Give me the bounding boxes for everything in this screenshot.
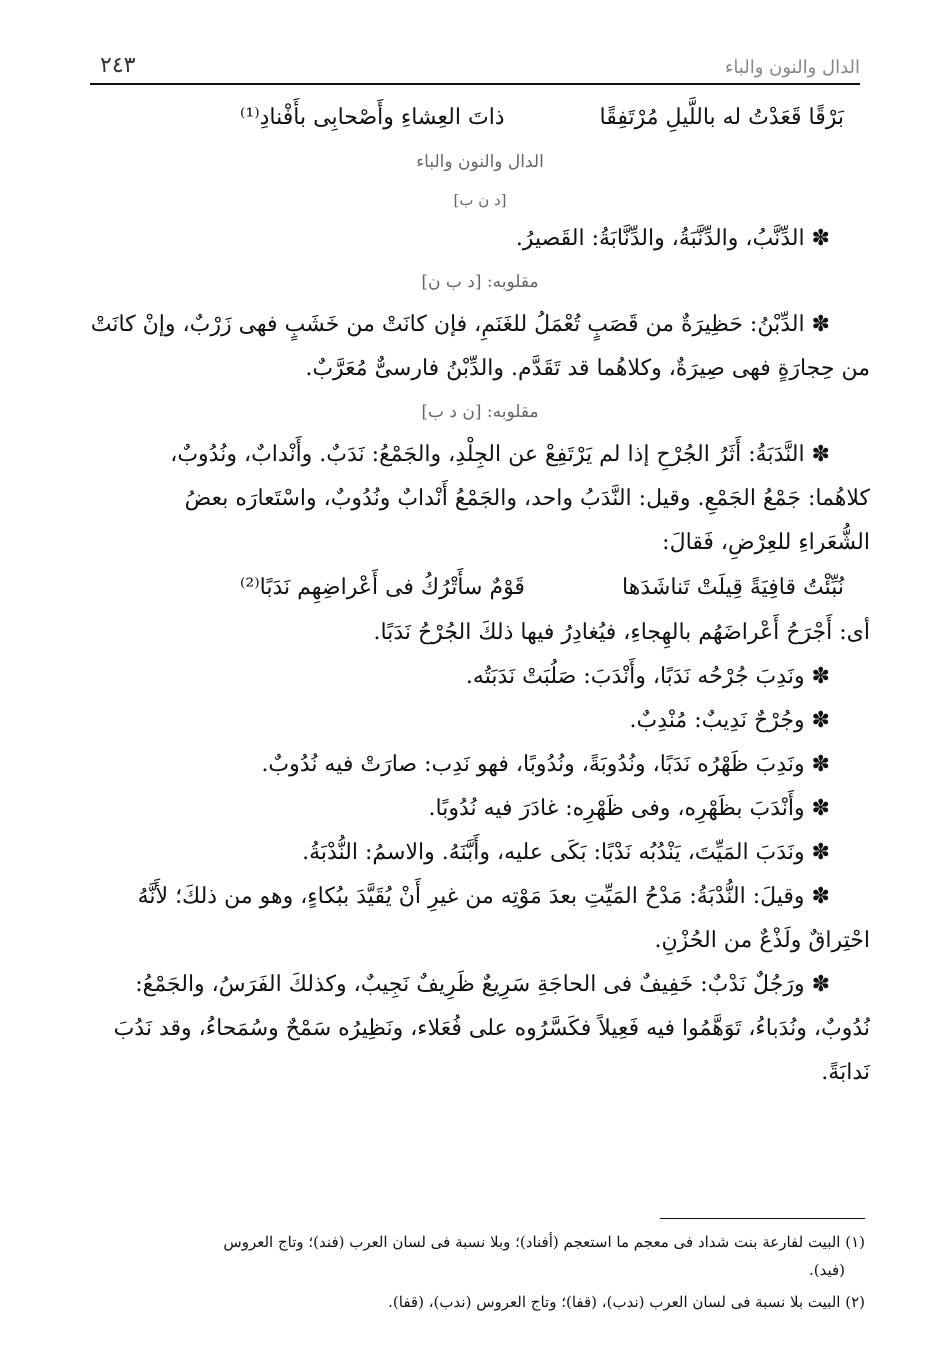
paragraph-line: كلاهُما: جَمْعُ الجَمْعِ. وقيل: النَّدَبُ واحد، والجَمْعُ أَنْدابٌ ونُدُوبٌ، واسْتَعارَه بعضُ — [184, 486, 870, 511]
entry-line: ✽ وأَنْدَبَ بظَهْرِه، وفى ظَهْرِه: غادَرَ فيه نُدُوبًا. — [428, 796, 830, 821]
section-heading-inverted-1: مقلوبه: [د ب ن] — [421, 272, 539, 292]
footnote-2: (٢) البيت بلا نسبة فى لسان العرب (ندب)، (قفا)؛ وتاج العروس (ندب)، (قفا). — [388, 1293, 865, 1311]
paragraph-nadaba — [90, 433, 870, 565]
paragraph-dibn — [90, 303, 870, 391]
paragraph-line: نَدابَةً. — [821, 1060, 870, 1085]
header-rule — [90, 83, 860, 85]
verse-2-right-hemistich: نُبِّئْتُ قافِيَةً قِيلَتْ تَناشَدَها — [622, 575, 844, 600]
section-heading-root: [د ن ب] — [453, 191, 507, 209]
paragraph-dinnab: ✽ الدِّنَّبُ، والدِّنَّبَةُ، والدِّنَّابَةُ: القَصيرُ. — [515, 226, 830, 251]
entry-line: ✽ ونَدَبَ المَيِّتَ، يَنْدُبُه نَدْبًا: بَكَى عليه، وأَبَّنَهُ. والاسمُ: النُّدْبَةُ. — [302, 840, 830, 865]
running-header-title: الدال والنون والباء — [724, 57, 860, 78]
paragraph-line: احْتِراقٌ ولَذْعٌ من الحُزْنِ. — [654, 928, 870, 953]
paragraph-line: ✽ ورَجُلٌ نَدْبٌ: خَفِيفٌ فى الحاجَةِ سَرِيعٌ ظَرِيفٌ نَجِيبٌ، وكذلكَ الفَرَسُ، والجَمْعُ: — [135, 972, 830, 997]
entry-line: ✽ ونَدِبَ ظَهْرُه نَدَبًا، ونُدُوبَةً، ونُدُوبًا، فهو نَدِب: صارَتْ فيه نُدُوبٌ. — [261, 752, 830, 777]
paragraph-line: الشُّعَراءِ للعِرْضِ، فَقالَ: — [662, 530, 870, 555]
paragraph-line: ✽ وقيلَ: النُّدْبَةُ: مَدْحُ المَيِّتِ بعدَ مَوْتِه من غيرِ أَنْ يُقَيَّدَ ببُكاءٍ، وهو من ذلكَ؛ لأَنَّهُ — [137, 884, 830, 909]
footnotes — [95, 1228, 865, 1320]
verse-1 — [90, 95, 870, 141]
entry-line: ✽ ونَدِبَ جُرْحُه نَدَبًا، وأَنْدَبَ: صَلُبَتْ نَدَبَتُه. — [465, 664, 830, 689]
paragraph-line: من حِجارَةٍ فهى صِيرَةٌ، وكلاهُما قد تَقَدَّم. والدِّبْنُ فارسىٌّ مُعَرَّبٌ. — [305, 356, 870, 381]
paragraph-nadb — [90, 963, 870, 1095]
paragraph-nudba — [90, 875, 870, 963]
entry-line: أى: أَجْرَحُ أَعْراضَهُم بالهِجاءِ، فيُغادِرُ فيها ذلكَ الجُرْحُ نَدَبًا. — [373, 620, 870, 645]
footnote-line: (فيد). — [808, 1261, 845, 1279]
verse-1-left-hemistich: ذاتَ العِشاءِ وأَصْحابِى بأَفْنادِ⁽¹⁾ — [240, 105, 505, 130]
page-number: ٢٤٣ — [100, 53, 136, 78]
entry-line: ✽ وجُرْحٌ نَدِيبٌ: مُنْدِبٌ. — [629, 708, 830, 733]
page-body — [90, 95, 870, 1095]
footnote-1 — [95, 1228, 865, 1284]
paragraph-line: ✽ الدِّبْنُ: حَظِيرَةٌ من قَصَبٍ تُعْمَلُ للغَنَمِ، فإن كانَتْ من خَشَبٍ فهى زَرْبٌ، وإنْ كانَتْ — [90, 312, 830, 337]
section-heading-inverted-2: مقلوبه: [ن د ب] — [421, 402, 539, 422]
running-header — [100, 38, 860, 78]
paragraph-line: نُدُوبٌ، ونُدَباءُ، تَوَهَّمُوا فيه فَعِيلاً فكَسَّرُوه على فُعَلاء، ونَظِيرُه سَمْحٌ وسُمَحاءُ، وقد نَدُبَ — [113, 1016, 870, 1041]
verse-1-right-hemistich: بَرْقًا قَعَدْتُ له باللَّيلِ مُرْتَفِقًا — [599, 105, 844, 130]
section-heading-main: الدال والنون والباء — [416, 152, 544, 172]
footnote-line: (١) البيت لفارعة بنت شداد فى معجم ما استعجم (أفناد)؛ وبلا نسبة فى لسان العرب (فند)؛ وتاج العروس — [223, 1233, 865, 1251]
verse-2 — [90, 565, 870, 611]
footnote-rule — [660, 1218, 865, 1219]
paragraph-line: ✽ النَّدَبَةُ: أَثَرُ الجُرْحِ إذا لم يَرْتَفِعْ عن الجِلْدِ، والجَمْعُ: نَدَبٌ. وأَنْدابٌ، ونُدُوبٌ، — [170, 442, 830, 467]
verse-2-left-hemistich: قَوْمٌ سأَتْرُكُ فى أَعْراضِهِم نَدَبًا⁽²⁾ — [240, 575, 525, 600]
